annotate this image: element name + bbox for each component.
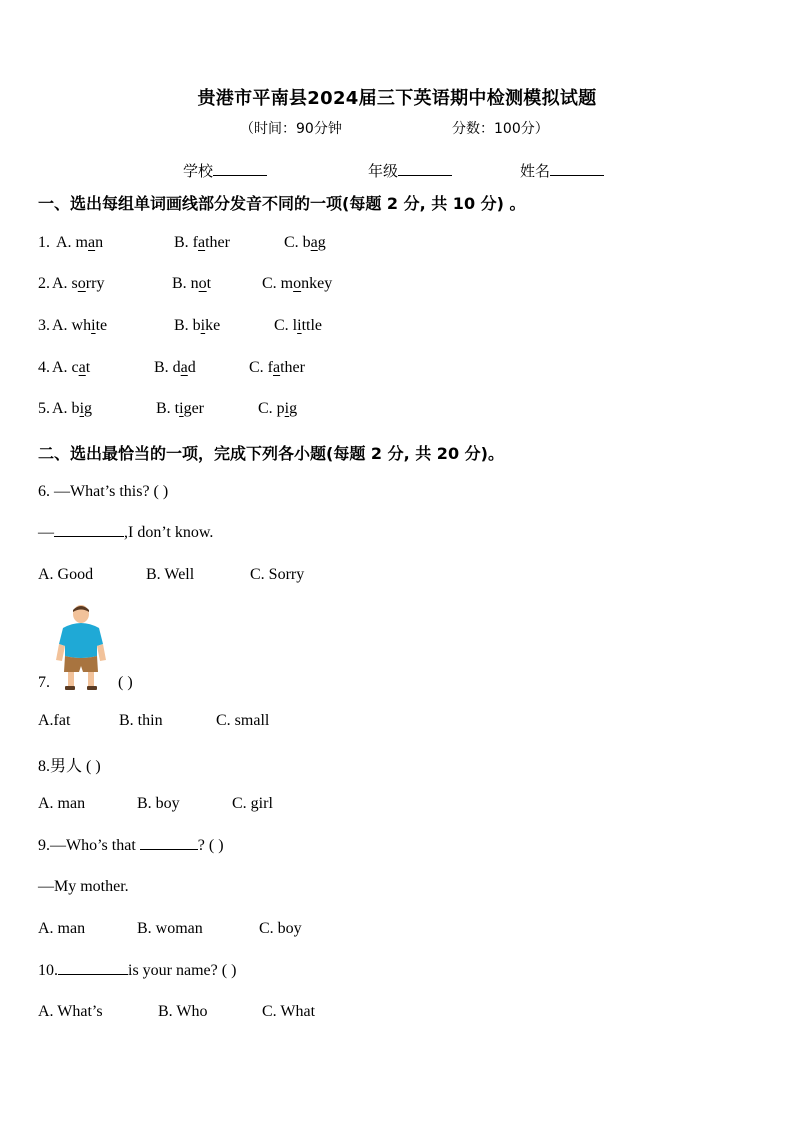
word-part: te — [95, 317, 108, 334]
figure-shirt — [59, 623, 103, 658]
word-part: B. n — [172, 275, 199, 292]
word-part: t — [85, 359, 91, 376]
figure-left-arm — [56, 644, 65, 661]
underlined-letter: a — [310, 234, 318, 251]
word-part: C. b — [284, 234, 311, 251]
q8-options — [38, 795, 273, 813]
name-field — [520, 160, 604, 181]
q4-option-a[interactable] — [52, 359, 90, 377]
school-blank[interactable] — [213, 161, 267, 176]
page-title: 贵港市平南县2024届三下英语期中检测模拟试题 — [197, 88, 597, 109]
underlined-letter: o — [77, 275, 86, 292]
word-part: ther — [205, 234, 230, 251]
q9-option-a[interactable]: A. man — [38, 920, 86, 937]
figure-left-leg — [68, 672, 74, 686]
q7-num: 7. — [38, 674, 50, 691]
word-part: A. m — [56, 234, 88, 251]
figure-right-shoe — [87, 686, 97, 690]
figure-right-leg — [88, 672, 94, 686]
q8-option-a[interactable]: A. man — [38, 795, 86, 812]
word-part: t — [206, 275, 212, 292]
word-part: B. t — [156, 400, 180, 417]
section2-heading: 二、选出最恰当的一项，完成下列各小题(每题 2 分, 共 20 分)。 — [38, 444, 504, 463]
word-part: g — [84, 400, 93, 417]
underlined-letter: i — [79, 400, 85, 417]
q1-option-a[interactable] — [56, 234, 103, 252]
q5-row — [38, 400, 298, 418]
q9-line1: 9.—Who’s that ? ( ) — [38, 837, 224, 854]
figure-left-shoe — [65, 686, 75, 690]
word-part: nkey — [301, 275, 333, 292]
exam-time: （时间：90分钟 — [240, 121, 342, 137]
name-blank[interactable] — [550, 161, 604, 176]
underlined-letter: o — [293, 275, 302, 292]
underlined-letter: i — [179, 400, 184, 417]
word-part: A. b — [52, 400, 80, 417]
word-part: g — [317, 234, 326, 251]
q6-blank[interactable] — [54, 524, 124, 537]
word-part: A. c — [52, 359, 79, 376]
underlined-letter: a — [198, 234, 206, 251]
grade-label: 年级 — [368, 162, 399, 180]
school-field — [183, 160, 267, 181]
word-part: ger — [183, 400, 205, 417]
q4-option-c[interactable] — [249, 359, 305, 377]
q9-option-b[interactable]: B. woman — [137, 920, 203, 937]
q8-option-b[interactable]: B. boy — [137, 795, 180, 812]
word-part: C. p — [258, 400, 285, 417]
q5-option-c[interactable] — [258, 400, 297, 418]
q2-row — [38, 275, 333, 293]
exam-score: 分数：100分） — [452, 121, 549, 137]
q6-line2: — ,I don’t know. — [38, 524, 214, 541]
q6-option-b[interactable]: B. Well — [146, 566, 195, 583]
word-part: g — [289, 400, 298, 417]
q2-option-b[interactable] — [172, 275, 211, 293]
question-number: 4. — [38, 359, 50, 376]
school-label: 学校 — [183, 162, 214, 180]
q9-options — [38, 920, 302, 938]
word-part: A. wh — [52, 317, 92, 334]
q8-option-c[interactable]: C. girl — [232, 795, 273, 812]
q1-option-c[interactable] — [284, 234, 326, 252]
q10-option-b[interactable]: B. Who — [158, 1003, 208, 1020]
word-part: B. f — [174, 234, 198, 251]
word-part: rry — [85, 275, 105, 292]
q10-option-a[interactable]: A. What’s — [38, 1003, 103, 1020]
word-part: B. d — [154, 359, 181, 376]
question-number: 3. — [38, 317, 50, 334]
q3-option-b[interactable] — [174, 317, 220, 335]
fat-boy-figure — [53, 604, 109, 692]
q10-line: 10. is your name? ( ) — [38, 962, 237, 979]
grade-field — [368, 160, 452, 181]
q6-options — [38, 566, 304, 584]
q10-blank[interactable] — [58, 962, 128, 975]
q3-option-a[interactable] — [52, 317, 107, 335]
q4-option-b[interactable] — [154, 359, 196, 377]
underlined-letter: o — [198, 275, 207, 292]
q7-option-a[interactable]: A.fat — [38, 712, 71, 729]
q5-option-b[interactable] — [156, 400, 204, 418]
q10-option-c[interactable]: C. What — [262, 1003, 316, 1020]
word-part: ther — [280, 359, 305, 376]
underlined-letter: a — [88, 234, 96, 251]
q4-row — [38, 359, 305, 377]
underlined-letter: i — [284, 400, 290, 417]
q6-option-a[interactable]: A. Good — [38, 566, 94, 583]
q6-line1: 6. —What’s this? ( ) — [38, 483, 169, 500]
q7-paren: ( ) — [118, 674, 133, 691]
underlined-letter: a — [78, 359, 86, 376]
figure-right-arm — [97, 644, 106, 661]
q9-option-c[interactable]: C. boy — [259, 920, 302, 937]
word-part: d — [187, 359, 196, 376]
word-part: C. f — [249, 359, 273, 376]
underlined-letter: i — [297, 317, 302, 334]
q7-option-c[interactable]: C. small — [216, 712, 270, 729]
q6-option-c[interactable]: C. Sorry — [250, 566, 305, 583]
word-part: C. m — [262, 275, 294, 292]
q1-option-b[interactable] — [174, 234, 230, 252]
word-part: A. s — [52, 275, 78, 292]
q9-blank[interactable] — [140, 837, 198, 850]
section1-heading: 一、选出每组单词画线部分发音不同的一项(每题 2 分, 共 10 分) 。 — [38, 194, 526, 213]
word-part: ttle — [301, 317, 323, 334]
q10-options — [38, 1003, 315, 1021]
q7-option-b[interactable]: B. thin — [119, 712, 163, 729]
underlined-letter: i — [200, 317, 206, 334]
figure-shorts — [64, 656, 98, 672]
underlined-letter: a — [273, 359, 281, 376]
q2-option-a[interactable] — [52, 275, 104, 293]
q3-row — [38, 317, 323, 335]
word-part: n — [95, 234, 104, 251]
question-number: 1. — [38, 234, 50, 251]
q1-row — [38, 234, 326, 252]
q3-option-c[interactable] — [274, 317, 322, 335]
word-part: C. l — [274, 317, 298, 334]
word-part: ke — [205, 317, 221, 334]
underlined-letter: i — [91, 317, 96, 334]
name-label: 姓名 — [520, 162, 551, 180]
word-part: B. b — [174, 317, 201, 334]
grade-blank[interactable] — [398, 161, 452, 176]
q5-option-a[interactable] — [52, 400, 92, 418]
question-number: 2. — [38, 275, 50, 292]
q7-options — [38, 712, 269, 730]
q2-option-c[interactable] — [262, 275, 332, 293]
question-number: 5. — [38, 400, 50, 417]
q8-line: 8.男人 ( ) — [38, 758, 101, 775]
q9-line2: —My mother. — [38, 878, 129, 895]
underlined-letter: a — [180, 359, 188, 376]
